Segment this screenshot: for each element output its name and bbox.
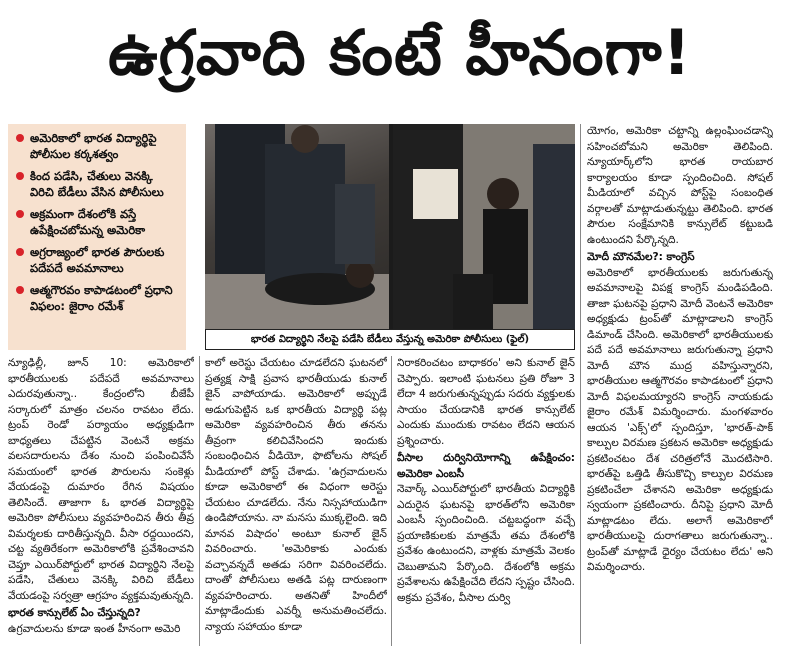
column-3-text: నిరాకరించటం బాధాకరం' అని కునాల్ జైన్ చెప్పారు. ఇలాంటి ఘటనలు ప్రతి రోజూ 3 లేదా 4 జరుగుతున్నప్పుడు సదరు వ్యక్తులకు సాయం చేయడానికి భారత కాన్సులేట్ ఎందుకు ముందుకు రావటం లేదని ఆయన ప్రశ్నించారు. (397, 357, 575, 447)
photo-left-arrest (205, 124, 389, 329)
highlight-item: అక్రమంగా దేశంలోకి వస్తే ఉపేక్షించబోమన్న అమెరికా (14, 206, 180, 238)
column-divider (580, 124, 581, 644)
column-4-text: యోగం, అమెరికా చట్టాన్ని ఉల్లంఘించడాన్ని సహించబోమని అమెరికా తెలిపింది. న్యూయార్క్‌లోని భారత రాయబార కార్యాలయం కూడా స్పందించింది. సోషల్ మీడియాలో వచ్చిన పోస్ట్‌పై సంబంధిత వర్గాలతో మాట్లాడుతున్నట్టు తెలిపింది. భారత పౌరుల సంక్షేమానికి కాన్సులేట్ కట్టుబడి ఉంటుందని పేర్కొన్నది. (587, 125, 773, 246)
bullet-icon (16, 210, 24, 218)
column-1-subhead: భారత కాన్సులేట్ ఏం చేస్తున్నది? (8, 607, 141, 619)
column-4 (587, 124, 773, 644)
photo-right-arrest (393, 124, 575, 329)
column-2-text: కాలో అరెస్టు చేయటం చూడలేదని ఘటనలో ప్రత్యక్ష సాక్షి ప్రవాస భారతీయుడు కునాల్ జైన్ వాపోయాడు. అమెరికాలో అప్పుడే అడుగుపెట్టిన ఒక భారతీయ విద్యార్థి పట్ల అమెరికా వ్యవహరించిన తీరు తనను తీవ్రంగా కలిచివేసిందని ఇందుకు సంబంధించిన వీడియో, ఫొటోలను సోషల్ మీడియాలో పోస్ట్ చేశాడు. 'ఉగ్రవాదులను కూడా అమెరికాలో ఈ విధంగా అరెస్టు చేయటం చూడలేదు. నేను నిస్సహాయుడిగా ఉండిపోయాను. నా మనసు ముక్కలైంది. ఇది మానవ విషాదం' అంటూ కునాల్ జైన్ వివరించారు. 'అమెరికాకు ఎందుకు వచ్చావన్నదే అతడు సరిగా వివరించలేదు. దాంతో పోలీసులు అతడి పట్ల దారుణంగా వ్యవహరించారు. అతనితో హిందీలో మాట్లాడేందుకు ఎవర్నీ అనుమతించలేదు. న్యాయ సహాయం కూడా (205, 357, 387, 633)
column-3 (397, 356, 575, 648)
column-1-text: న్యూఢిల్లీ, జూన్ 10: అమెరికాలో భారతీయులకు పదేపదే అవమానాలు ఎదురవుతున్నా.. కేంద్రంలోని బీజేపీ సర్కారులో మాత్రం చలనం రావటం లేదు. ట్రంప్ రెండో పర్యాయం అధ్యక్షుడిగా బాధ్యతలు చేపట్టిన వెంటనే అక్రమ వలసదారులను దేశం నుంచి పంపించివేసే సమయంలో భారత పౌరులను సంకెళ్లు వేయడంపై దుమారం రేగిన విషయం తెలిసిందే. తాజాగా ఓ భారత విద్యార్థిపై అమెరికా పోలీసులు వ్యవహరించిన తీరు తీవ్ర విమర్శలకు దారితీస్తున్నది. వీసా రద్దయిందని, చట్ట వ్యతిరేకంగా అమెరికాలోకి ప్రవేశించావని చెప్తూ ఎయిర్‌పోర్టులో భారత విద్యార్థిని నేలపై పడేసి, చేతులు వెనక్కి విరిచి బేడీలు వేయడంపై సర్వత్రా ఆగ్రహం వ్యక్తమవుతున్నది. (8, 357, 194, 602)
column-divider (391, 356, 392, 646)
photo-caption: భారత విద్యార్థిని నేలపై పడేసి బేడీలు వేస్తున్న అమెరికా పోలీసులు (ఫైల్) (205, 329, 575, 350)
column-3-subhead: వీసాల దుర్వినియోగాన్ని ఉపేక్షించం: అమెరికా ఎంబసీ (397, 452, 575, 480)
news-photo (205, 124, 575, 350)
highlight-item: అమెరికాలో భారత విద్యార్థిపై పోలీసుల కర్కశత్వం (14, 130, 180, 162)
column-1-tail: ఉగ్రవాదులను కూడా ఇంత హీనంగా అమెరి (8, 622, 181, 635)
column-2 (205, 356, 387, 648)
column-4-subhead: మోదీ మౌనమేల?: కాంగ్రెస్ (587, 251, 695, 263)
photo-left-illustration (205, 124, 389, 329)
bullet-icon (16, 172, 24, 180)
column-1 (8, 356, 194, 648)
headline: ఉగ్రవాది కంటే హీనంగా! (108, 16, 692, 89)
photo-right-illustration (393, 124, 575, 329)
column-4-text-2: అమెరికాలో భారతీయులకు జరుగుతున్న అవమానాలపై విపక్ష కాంగ్రెస్ మండిపడింది. తాజా ఘటనపై ప్రధాని మోదీ వెంటనే అమెరికా అధ్యక్షుడు ట్రంప్‌తో మాట్లాడాలని కాంగ్రెస్ డిమాండ్ చేసింది. అమెరికాలో భారతీయులకు పదే పదే అవమానాలు జరుగుతున్నా ప్రధాని మోదీ మౌన ముద్ర వహిస్తున్నారని, భారతీయుల ఆత్మగౌరవం కాపాడటంలో ప్రధాని మోదీ విఫలమయ్యారని కాంగ్రెస్ నాయకుడు జైరాం రమేశ్ విమర్శించారు. మంగళవారం ఆయన 'ఎక్స్'లో స్పందిస్తూ, 'భారత్-పాక్ కాల్పుల విరమణ ప్రకటన అమెరికా అధ్యక్షుడు ప్రకటించటం దేశ చరిత్రలోనే మొదటిసారి. భారత్‌పై ఒత్తిడి తీసుకొచ్చి కాల్పుల విరమణ ప్రకటించేలా చేశానని అమెరికా అధ్యక్షుడు స్వయంగా ప్రకటించారు. దీనిపై ప్రధాని మోదీ మాట్లాడటం లేదు. అలాగే అమెరికాలో భారతీయులపై దురాగతాలు జరుగుతున్నా.. ట్రంప్‌తో మాట్లాడే ధైర్యం చేయటం లేదు' అని విమర్శించారు. (587, 266, 773, 573)
bullet-icon (16, 286, 24, 294)
highlight-item: ఆత్మగౌరవం కాపాడటంలో ప్రధాని విఫలం: జైరాం రమేశ్ (14, 282, 180, 314)
column-divider (199, 356, 200, 646)
highlight-item: అగ్రరాజ్యంలో భారత పౌరులకు పదేపదే అవమానాలు (14, 244, 180, 276)
bullet-icon (16, 248, 24, 256)
highlights-box (8, 124, 186, 350)
column-3-text-2: నెవార్క్ ఎయిర్‌పోర్టులో భారతీయ విద్యార్థికి ఎదురైన ఘటనపై భారత్‌లోని అమెరికా ఎంబసీ స్పందించింది. చట్టబద్ధంగా వచ్చే ప్రయాణికులకు మాత్రమే తమ దేశంలోకి ప్రవేశం ఉంటుందని, వాళ్లకు మాత్రమే వెలకం చెబుతామని పేర్కొంది. దేశంలోకి అక్రమ ప్రవేశాలను ఉపేక్షించేది లేదని స్పష్టం చేసింది. అక్రమ ప్రవేశం, వీసాల దుర్వి (397, 483, 575, 604)
highlight-item: కింద పడేసి, చేతులు వెనక్కి విరిచి బేడీలు వేసిన పోలీసులు (14, 168, 180, 200)
bullet-icon (16, 134, 24, 142)
